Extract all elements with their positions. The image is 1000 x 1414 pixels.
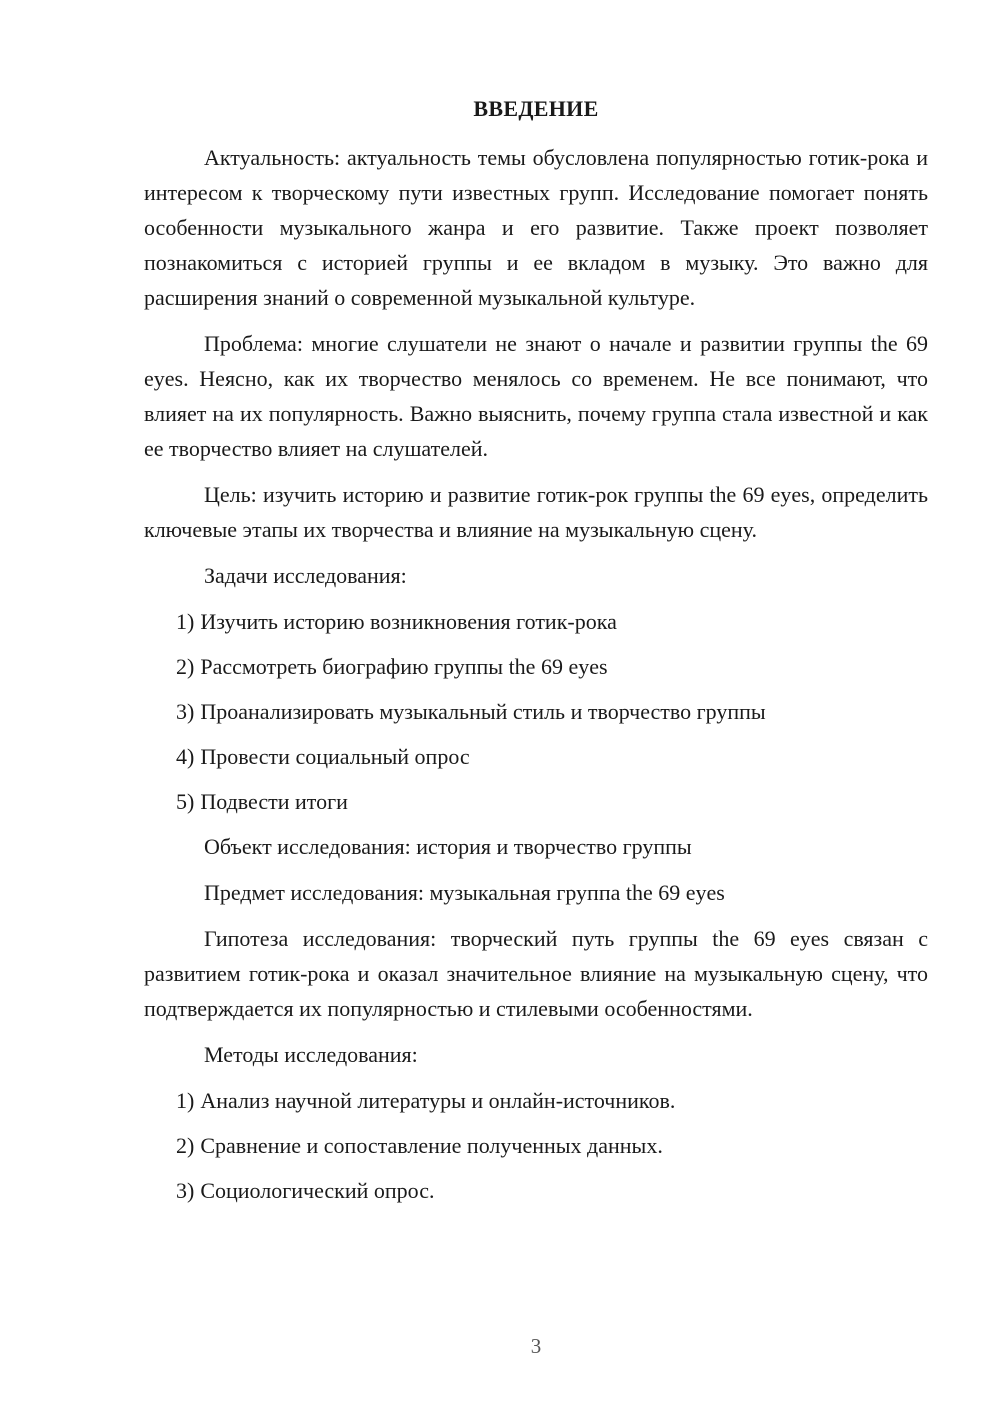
list-item-number: 2) xyxy=(176,654,195,679)
list-item xyxy=(176,649,928,684)
list-item-text: Рассмотреть биографию группы the 69 eyes xyxy=(200,654,608,679)
list-item-text: Сравнение и сопоставление полученных данных. xyxy=(200,1133,663,1158)
list-item xyxy=(176,1083,928,1118)
goal-paragraph: Цель: изучить историю и развитие готик-рок группы the 69 eyes, определить ключевые этапы их творчества и влияние на музыкальную сцену. xyxy=(144,482,928,542)
list-item-number: 5) xyxy=(176,789,195,814)
methods-list xyxy=(144,1083,928,1208)
list-item-text: Изучить историю возникновения готик-рока xyxy=(200,609,617,634)
object-paragraph: Объект исследования: история и творчество группы xyxy=(204,834,692,859)
list-item-number: 4) xyxy=(176,744,195,769)
list-item xyxy=(176,604,928,639)
list-item-text: Анализ научной литературы и онлайн-источников. xyxy=(200,1088,676,1113)
document-body xyxy=(144,140,928,1218)
list-item xyxy=(176,739,928,774)
hypothesis-paragraph: Гипотеза исследования: творческий путь группы the 69 eyes связан с развитием готик-рока и оказал значительное влияние на музыкальную сцену, что подтверждается их популярностью и стилевыми особенностями. xyxy=(144,926,928,1021)
list-item-number: 3) xyxy=(176,1178,195,1203)
list-item-number: 3) xyxy=(176,699,195,724)
list-item-number: 1) xyxy=(176,609,195,634)
page-number: 3 xyxy=(530,1334,542,1358)
list-item xyxy=(176,784,928,819)
problem-paragraph: Проблема: многие слушатели не знают о начале и развитии группы the 69 eyes. Неясно, как их творчество менялось со временем. Не все понимают, что влияет на их популярность. Важно выяснить, почему группа стала известной и как ее творчество влияет на слушателей. xyxy=(144,331,928,461)
methods-heading: Методы исследования: xyxy=(204,1042,418,1067)
list-item-text: Проанализировать музыкальный стиль и творчество группы xyxy=(200,699,766,724)
list-item-text: Провести социальный опрос xyxy=(200,744,470,769)
list-item-text: Подвести итоги xyxy=(200,789,348,814)
list-item-text: Социологический опрос. xyxy=(200,1178,435,1203)
tasks-list xyxy=(144,604,928,819)
list-item xyxy=(176,694,928,729)
list-item xyxy=(176,1173,928,1208)
list-item-number: 1) xyxy=(176,1088,195,1113)
section-title: ВВЕДЕНИЕ xyxy=(473,96,599,121)
relevance-paragraph: Актуальность: актуальность темы обусловлена популярностью готик-рока и интересом к творческому пути известных групп. Исследование помогает понять особенности музыкального жанра и его развитие. Также проект позволяет познакомиться с историей группы и ее вкладом в музыку. Это важно для расширения знаний о современной музыкальной культуре. xyxy=(144,145,928,310)
tasks-heading: Задачи исследования: xyxy=(204,563,407,588)
list-item xyxy=(176,1128,928,1163)
list-item-number: 2) xyxy=(176,1133,195,1158)
subject-paragraph: Предмет исследования: музыкальная группа the 69 eyes xyxy=(204,880,725,905)
